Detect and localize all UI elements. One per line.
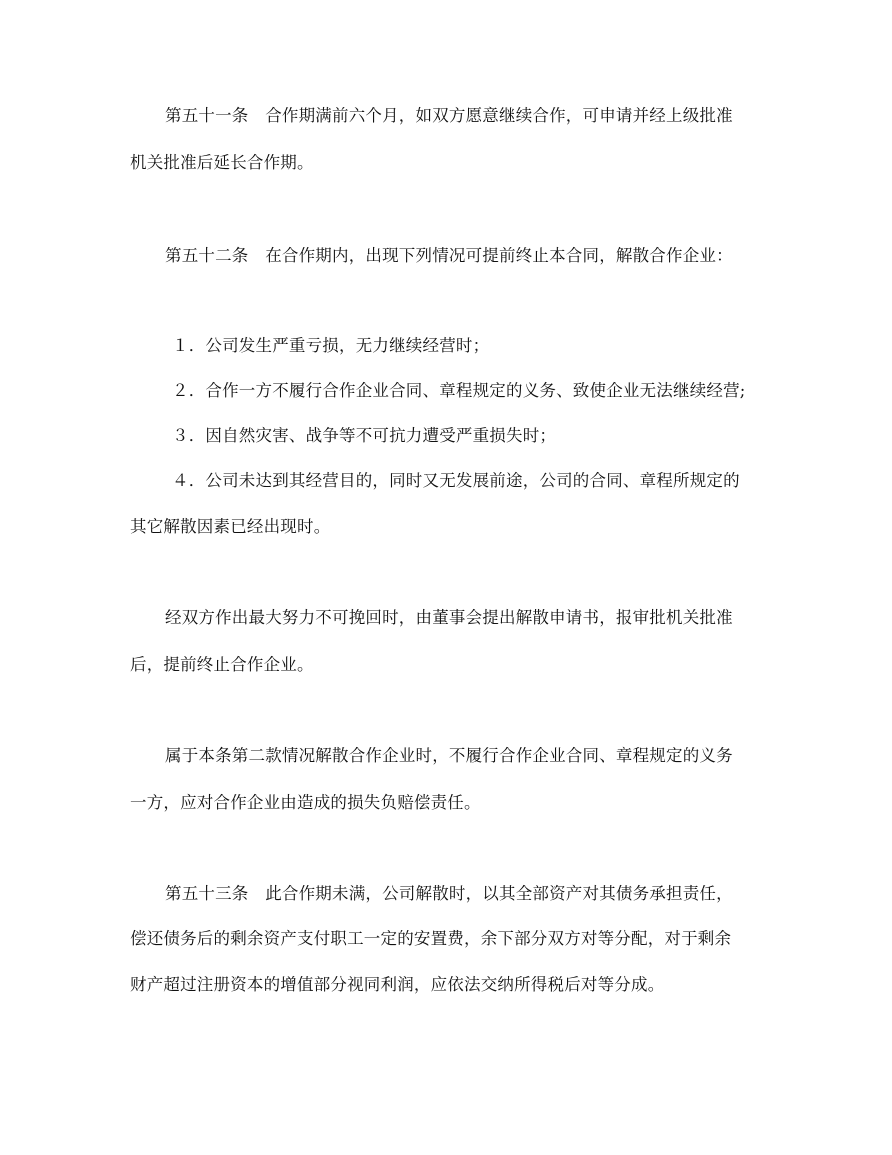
article-52-item-3: ３．因自然灾害、战争等不可抗力遭受严重损失时； [172, 426, 557, 445]
article-53-line-2: 偿还债务后的剩余资产支付职工一定的安置费，余下部分双方对等分配，对于剩余 [130, 929, 732, 948]
article-52-para-3-line-1: 属于本条第二款情况解散合作企业时，不履行合作企业合同、章程规定的义务 [165, 746, 733, 765]
article-52-item-4-line-1: ４．公司未达到其经营目的，同时又无发展前途，公司的合同、章程所规定的 [172, 471, 740, 490]
article-53-line-1: 第五十三条 此合作期未满，公司解散时，以其全部资产对其债务承担责任， [165, 884, 733, 903]
article-52-intro: 第五十二条 在合作期内，出现下列情况可提前终止本合同，解散合作企业： [165, 246, 733, 265]
article-52-para-3-line-2: 一方，应对合作企业由造成的损失负赔偿责任。 [130, 793, 481, 812]
article-53-line-3: 财产超过注册资本的增值部分视同利润，应依法交纳所得税后对等分成。 [130, 975, 665, 994]
article-52-item-1: １．公司发生严重亏损，无力继续经营时； [172, 336, 490, 355]
article-52-item-2: ２．合作一方不履行合作企业合同、章程规定的义务、致使企业无法继续经营; [172, 381, 746, 400]
article-52-para-2-line-1: 经双方作出最大努力不可挽回时，由董事会提出解散申请书，报审批机关批准 [165, 608, 733, 627]
article-51-line-1: 第五十一条 合作期满前六个月，如双方愿意继续合作，可申请并经上级批准 [165, 106, 733, 125]
article-51-line-2: 机关批准后延长合作期。 [130, 153, 314, 172]
article-52-para-2-line-2: 后，提前终止合作企业。 [130, 655, 314, 674]
article-52-item-4-line-2: 其它解散因素已经出现时。 [130, 517, 331, 536]
